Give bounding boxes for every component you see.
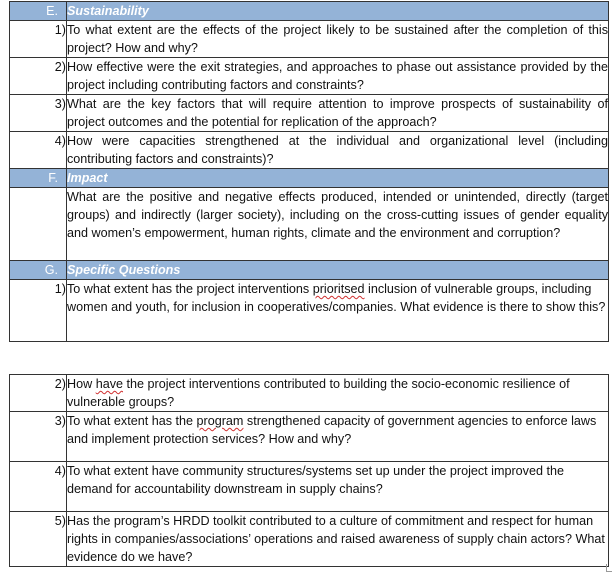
question-number: 5) xyxy=(10,512,67,567)
evaluation-questions-table-bottom xyxy=(9,374,609,567)
section-letter: E. xyxy=(10,2,67,21)
section-title: Sustainability xyxy=(67,2,609,21)
question-text xyxy=(67,375,609,412)
table-row xyxy=(10,21,609,58)
page-corner-mark xyxy=(606,564,612,572)
text-segment: To what extent has the project interventions xyxy=(67,282,313,296)
spell-flagged-word: have xyxy=(95,377,124,391)
question-text: How effective were the exit strategies, and approaches to phase out assistance provided by the project including contributing factors and constraints? xyxy=(67,58,609,95)
section-letter: G. xyxy=(10,261,67,280)
question-text: How were capacities strengthened at the individual and organizational level (including contributing factors and constraints)? xyxy=(67,132,609,169)
table-row xyxy=(10,462,609,512)
table-row xyxy=(10,412,609,462)
text-segment: inclusion of vulnerable groups, including women and youth, for inclusion in cooperatives/companies. What evidence is there to show this? xyxy=(67,282,606,314)
question-number: 1) xyxy=(10,21,67,58)
question-number: 4) xyxy=(10,462,67,512)
question-text: What are the positive and negative effects produced, intended or unintended, directly (target groups) and indirectly (larger society), including on the cross-cutting issues of gender equality and women’s empowerment, human rights, climate and the environment and corruption? xyxy=(67,188,609,261)
question-number: 1) xyxy=(10,280,67,342)
text-segment: strengthened capacity of government agencies to enforce laws and implement protection services? How and why? xyxy=(67,414,597,446)
table-row xyxy=(10,188,609,261)
question-text xyxy=(67,412,609,462)
section-header-specific-questions xyxy=(10,261,609,280)
section-header-impact xyxy=(10,169,609,188)
section-title: Impact xyxy=(67,169,609,188)
question-number xyxy=(10,188,67,261)
question-number: 4) xyxy=(10,132,67,169)
spell-flagged-word: prioritsed xyxy=(312,282,365,296)
question-text: To what extent have community structures/systems set up under the project improved the demand for accountability downstream in supply chains? xyxy=(67,462,609,512)
spell-flagged-word: program xyxy=(196,414,244,428)
table-row xyxy=(10,280,609,342)
text-segment: To what extent has the xyxy=(67,414,197,428)
table-row xyxy=(10,58,609,95)
question-number: 2) xyxy=(10,375,67,412)
question-text: Has the program’s HRDD toolkit contributed to a culture of commitment and respect for human rights in companies/associations’ operations and raised awareness of supply chain actors? What evidence do we have? xyxy=(67,512,609,567)
question-text: What are the key factors that will require attention to improve prospects of sustainability of project outcomes and the potential for replication of the approach? xyxy=(67,95,609,132)
table-row xyxy=(10,375,609,412)
evaluation-questions-table-top xyxy=(9,1,609,342)
section-letter: F. xyxy=(10,169,67,188)
section-title: Specific Questions xyxy=(67,261,609,280)
question-text: To what extent are the effects of the project likely to be sustained after the completion of this project? How and why? xyxy=(67,21,609,58)
question-number: 3) xyxy=(10,95,67,132)
question-text xyxy=(67,280,609,342)
table-row xyxy=(10,95,609,132)
table-row xyxy=(10,132,609,169)
question-number: 2) xyxy=(10,58,67,95)
text-segment: the project interventions contributed to building the socio-economic resilience of vulnerable groups? xyxy=(67,377,570,409)
question-number: 3) xyxy=(10,412,67,462)
table-row xyxy=(10,512,609,567)
text-segment: How xyxy=(67,377,96,391)
section-header-sustainability xyxy=(10,2,609,21)
